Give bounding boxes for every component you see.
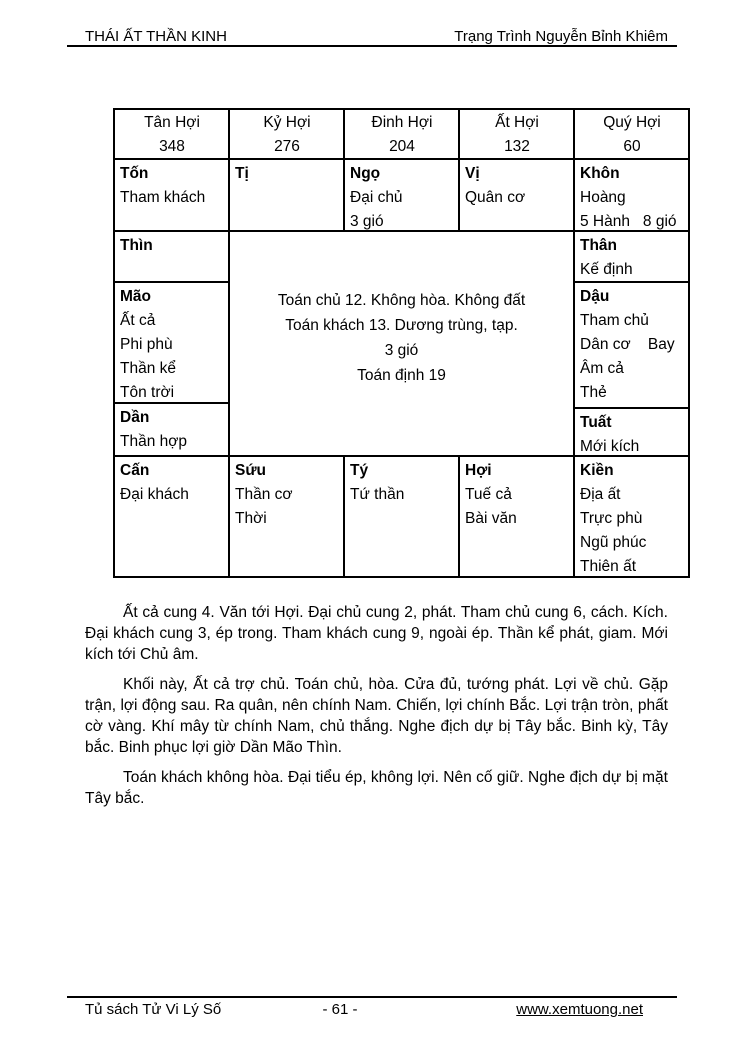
palace-line: 5 Hành 8 gió — [580, 213, 677, 230]
palace-line: Tham khách — [120, 189, 206, 206]
palace-label: Tý — [350, 462, 369, 479]
palace-label: Thìn — [120, 237, 153, 254]
palace-cell-hoi — [460, 457, 575, 576]
paragraph-3: Toán khách không hòa. Đại tiểu ép, không lợi. Nên cố giữ. Nghe địch dự bị mặt Tây bắc. — [85, 769, 668, 807]
palace-cell-vi — [460, 160, 575, 230]
right-palace-column — [575, 232, 688, 455]
palace-line: Thiên ất — [580, 558, 637, 575]
palace-cell-ton — [115, 160, 230, 230]
palace-line: Địa ất — [580, 486, 621, 503]
header-rule — [67, 45, 677, 47]
palace-label: Kiền — [580, 462, 614, 479]
palace-label: Ngọ — [350, 165, 381, 182]
palace-line: Mới kích — [580, 438, 640, 455]
footer-rule — [67, 996, 677, 998]
year-name: Kỷ Hợi — [263, 114, 311, 131]
palace-line: Thần kể — [120, 360, 177, 377]
palace-line: Tham chủ — [580, 312, 649, 329]
year-value: 348 — [159, 138, 185, 155]
palace-cell-dau — [575, 283, 688, 409]
palace-label: Thân — [580, 237, 618, 254]
body-text — [85, 602, 668, 818]
year-name: Ất Hợi — [495, 114, 539, 131]
palace-label: Tuất — [580, 414, 612, 431]
palace-line: Dân cơ Bay — [580, 336, 675, 353]
middle-band — [115, 232, 688, 457]
toan-dinh-line: Toán định 19 — [357, 366, 446, 384]
palace-line: Thẻ — [580, 384, 607, 401]
year-value: 132 — [504, 138, 530, 155]
palace-label: Tị — [235, 165, 249, 182]
palace-cell-dan — [115, 404, 228, 455]
year-name: Đinh Hợi — [371, 114, 433, 131]
palace-cell-tuat — [575, 409, 688, 455]
paragraph-2: Khối này, Ất cả trợ chủ. Toán chủ, hòa. Cửa đủ, tướng phát. Lợi về chủ. Gặp trận, lợi động sau. Ra quân, nên chính Nam. Chiến, lợi chính Bắc. Lợi trận tròn, phất cờ vàng. Khí mây từ chính Nam, chủ thắng. Nghe địch dự bị Tây bắc. Binh kỳ, Tây bắc. Binh phục lợi giờ Dần Mão Thìn. — [85, 676, 668, 756]
palace-label: Sứu — [235, 462, 267, 479]
palace-line: Đại khách — [120, 486, 189, 503]
bottom-palace-row — [115, 457, 688, 576]
gio-line: 3 gió — [384, 341, 419, 359]
palace-line: Phi phù — [120, 336, 173, 353]
page-number: - 61 - — [322, 1001, 358, 1018]
toan-chu-line: Toán chủ 12. Không hòa. Không đất — [277, 291, 526, 309]
palace-line: Âm cả — [580, 360, 624, 377]
year-cell-ky-hoi — [230, 110, 345, 158]
palace-label: Dần — [120, 409, 150, 426]
top-palace-row — [115, 160, 688, 232]
palace-line: Tuế cả — [465, 486, 512, 503]
palace-line: Thời — [235, 510, 267, 527]
header-author: Trạng Trình Nguyễn Bỉnh Khiêm — [454, 28, 668, 45]
year-cell-quy-hoi — [575, 110, 688, 158]
year-value: 276 — [274, 138, 300, 155]
palace-cell-thin — [115, 232, 228, 283]
header-book-title: THÁI ẤT THẦN KINH — [85, 28, 227, 45]
palace-label: Dậu — [580, 288, 610, 305]
palace-cell-khon — [575, 160, 688, 230]
palace-label: Khôn — [580, 165, 620, 182]
footer-url-link[interactable]: www.xemtuong.net — [516, 1001, 643, 1018]
palace-label: Cấn — [120, 462, 150, 479]
year-value: 204 — [389, 138, 415, 155]
palace-line: Bài văn — [465, 510, 517, 527]
palace-cell-can — [115, 457, 230, 576]
palace-line: 3 gió — [350, 213, 384, 230]
palace-cell-than — [575, 232, 688, 283]
page-header — [85, 28, 668, 45]
toan-khach-line: Toán khách 13. Dương trùng, tạp. — [285, 316, 518, 334]
palace-label: Tốn — [120, 165, 149, 182]
year-cell-dinh-hoi — [345, 110, 460, 158]
palace-label: Hợi — [465, 462, 492, 479]
year-cell-tan-hoi — [115, 110, 230, 158]
palace-cell-ti — [230, 160, 345, 230]
palace-cell-suu — [230, 457, 345, 576]
palace-line: Tứ thần — [350, 486, 405, 503]
palace-line: Kế định — [580, 261, 633, 278]
palace-line: Đại chủ — [350, 189, 403, 206]
palace-line: Thần cơ — [235, 486, 293, 503]
years-row — [115, 110, 688, 160]
palace-cell-kien — [575, 457, 688, 576]
palace-cell-mao — [115, 283, 228, 404]
left-palace-column — [115, 232, 230, 455]
palace-line: Ất cả — [120, 312, 156, 329]
year-name: Tân Hợi — [144, 114, 200, 131]
year-value: 60 — [623, 138, 641, 155]
palace-line: Tôn trời — [120, 384, 175, 401]
palace-line: Thần hợp — [120, 433, 188, 450]
year-name: Quý Hợi — [603, 114, 661, 131]
palace-cell-ty — [345, 457, 460, 576]
footer-series-title: Tủ sách Tử Vi Lý Số — [85, 1001, 222, 1018]
palace-line: Quân cơ — [465, 189, 526, 206]
taiat-chart-board — [113, 108, 690, 578]
palace-label: Mão — [120, 288, 151, 305]
year-cell-at-hoi — [460, 110, 575, 158]
palace-line: Trực phù — [580, 510, 643, 527]
palace-cell-ngo — [345, 160, 460, 230]
palace-line: Hoàng — [580, 189, 626, 206]
paragraph-1: Ất cả cung 4. Văn tới Hợi. Đại chủ cung 2, phát. Tham chủ cung 6, cách. Kích. Đại khách cung 3, ép trong. Tham khách cung 9, ngoài ép. Thần kể phát, giam. Mới kích tới Chủ âm. — [85, 604, 668, 663]
center-calculation-cell — [230, 232, 575, 455]
palace-line: Ngũ phúc — [580, 534, 647, 551]
palace-label: Vị — [465, 165, 480, 182]
